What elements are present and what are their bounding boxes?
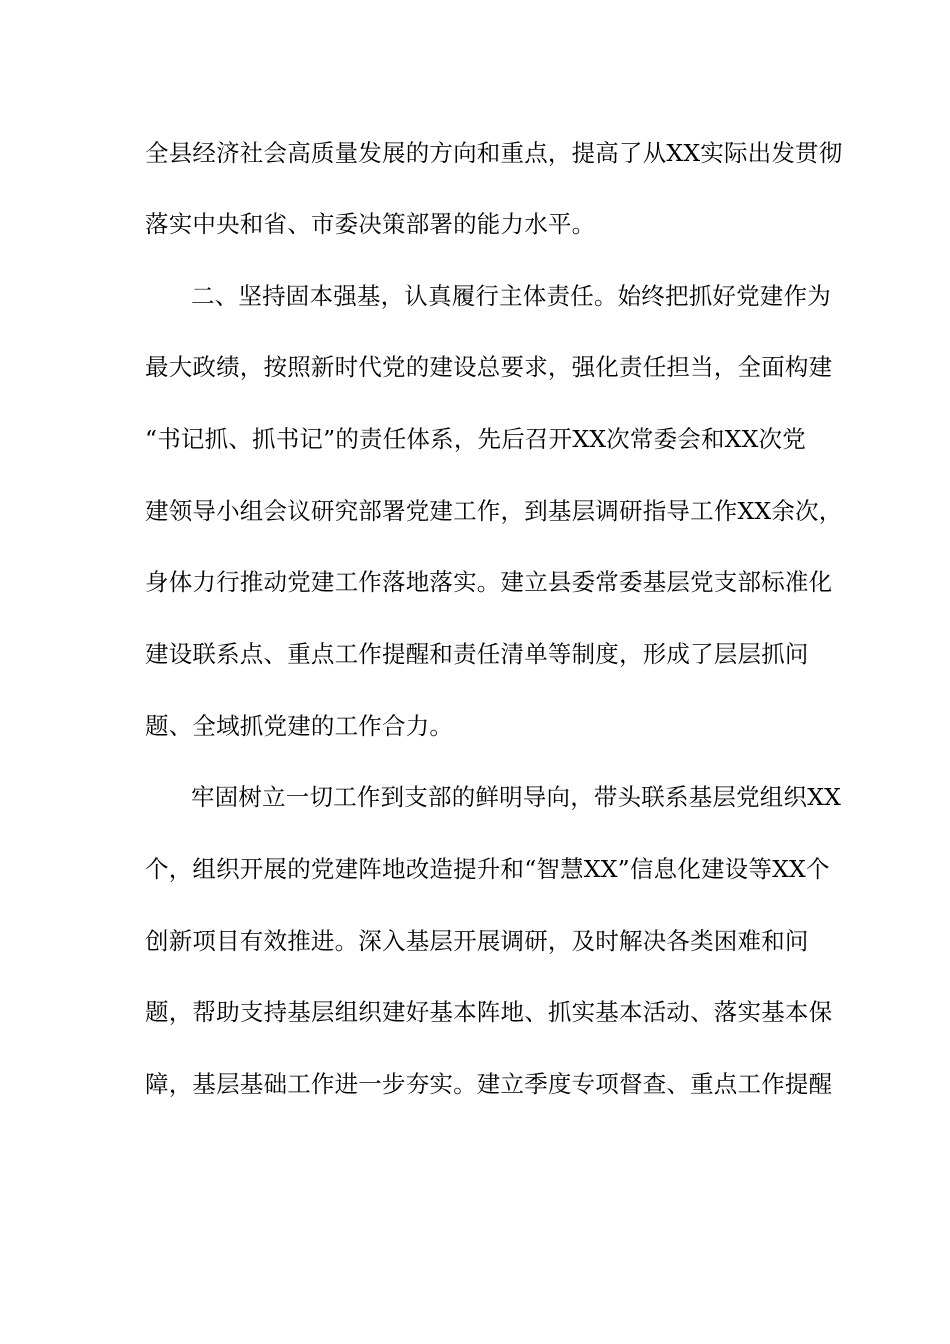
text-line: “书记抓、抓书记”的责任体系，先后召开XX次常委会和XX次党 <box>145 425 806 453</box>
text-line: 全县经济社会高质量发展的方向和重点，提高了从XX实际出发贯彻 <box>145 139 843 167</box>
text-line: 个，组织开展的党建阵地改造提升和“智慧XX”信息化建设等XX个 <box>145 855 830 883</box>
text-line: 建设联系点、重点工作提醒和责任清单等制度，形成了层层抓问 <box>145 640 809 668</box>
text-line: 障，基层基础工作进一步夯实。建立季度专项督查、重点工作提醒 <box>145 1070 833 1098</box>
text-line: 落实中央和省、市委决策部署的能力水平。 <box>145 210 596 238</box>
text-line: 最大政绩，按照新时代党的建设总要求，强化责任担当，全面构建 <box>145 353 833 381</box>
text-line: 创新项目有效推进。深入基层开展调研，及时解决各类困难和问 <box>145 927 809 955</box>
text-line: 建领导小组会议研究部署党建工作，到基层调研指导工作XX余次， <box>145 497 843 525</box>
text-line: 题，帮助支持基层组织建好基本阵地、抓实基本活动、落实基本保 <box>145 998 833 1026</box>
text-line: 身体力行推动党建工作落地落实。建立县委常委基层党支部标准化 <box>145 568 833 596</box>
text-line: 题、全域抓党建的工作合力。 <box>145 712 454 740</box>
paragraph-start-line: 牢固树立一切工作到支部的鲜明导向，带头联系基层党组织XX <box>191 783 842 811</box>
paragraph-start-line: 二、坚持固本强基，认真履行主体责任。始终把抓好党建作为 <box>191 282 831 310</box>
